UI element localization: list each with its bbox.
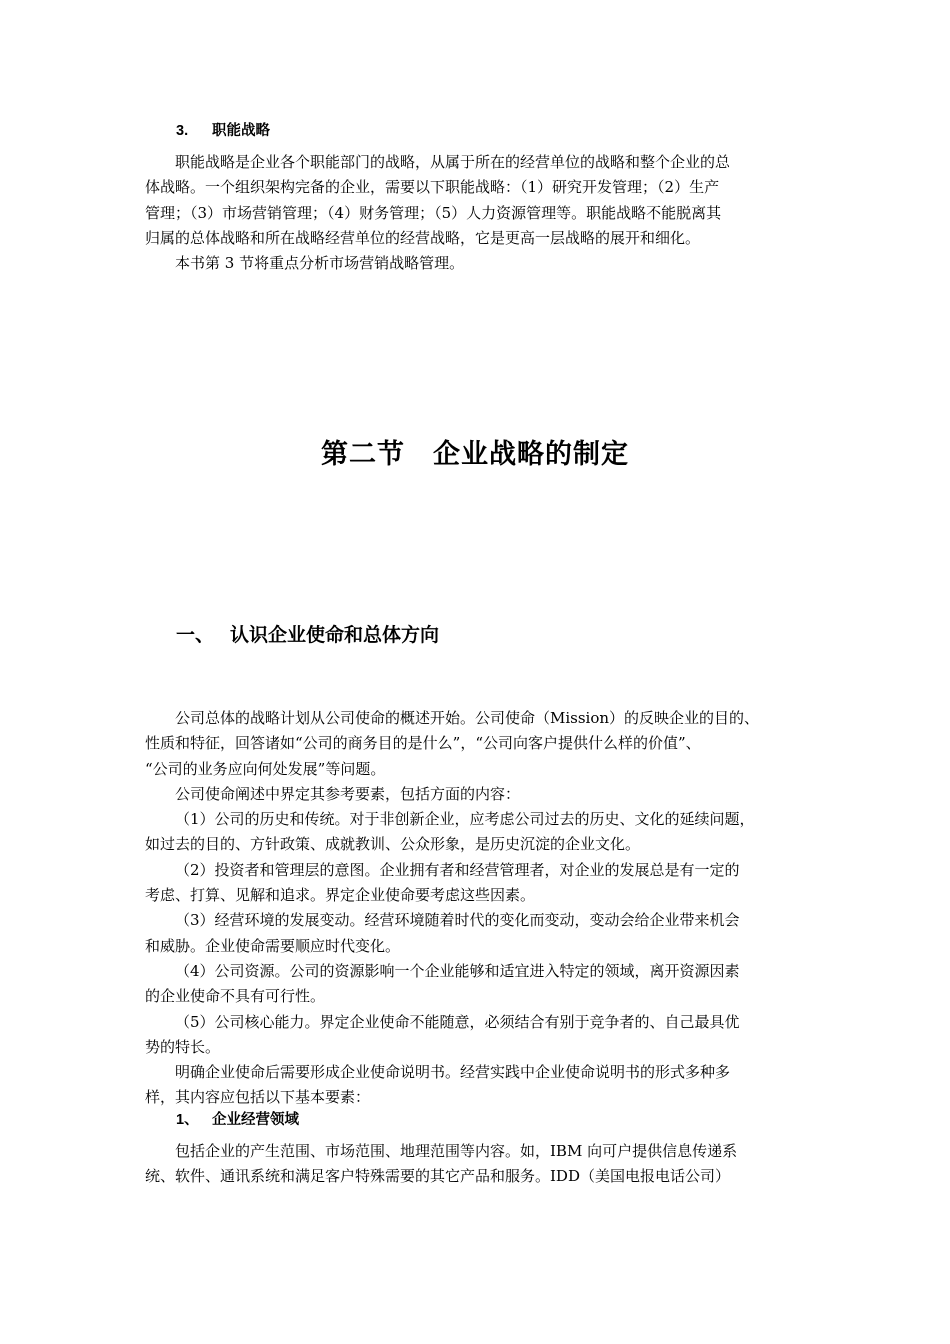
text-line: 明确企业使命后需要形成企业使命说明书。经营实践中企业使命说明书的形式多种多 <box>175 1063 731 1082</box>
heading-number: 一、 <box>176 624 215 646</box>
heading-business-domain <box>176 1108 299 1129</box>
paragraph-functional-strategy <box>145 150 813 276</box>
heading-title: 企业经营领域 <box>212 1112 299 1128</box>
text-line: 性质和特征，回答诸如“公司的商务目的是什么”，“公司向客户提供什么样的价值”、 <box>145 734 701 753</box>
text-line: 和威胁。企业使命需要顺应时代变化。 <box>145 936 401 955</box>
text-line: （5）公司核心能力。界定企业使命不能随意，必须结合有别于竞争者的、自己最具优 <box>175 1012 740 1031</box>
heading-title: 认识企业使命和总体方向 <box>230 624 440 646</box>
text-line: 如过去的目的、方针政策、成就教训、公众形象，是历史沉淀的企业文化。 <box>145 835 641 854</box>
paragraph-mission-body <box>145 706 813 1111</box>
heading-number: 3. <box>176 123 189 139</box>
paragraph-business-domain <box>145 1139 813 1190</box>
section-title: 第二节 企业战略的制定 <box>321 439 629 470</box>
text-line: （3）经营环境的发展变动。经营环境随着时代的变化而变动，变动会给企业带来机会 <box>175 911 740 930</box>
heading-mission <box>176 620 439 647</box>
text-line: 本书第 3 节将重点分析市场营销战略管理。 <box>175 254 465 273</box>
text-line: 体战略。一个组织架构完备的企业，需要以下职能战略：（1）研究开发管理；（2）生产 <box>145 178 720 197</box>
text-line: 管理；（3）市场营销管理；（4）财务管理；（5）人力资源管理等。职能战略不能脱离其 <box>145 203 722 222</box>
text-line: “公司的业务应向何处发展”等问题。 <box>145 759 386 778</box>
heading-number: 1、 <box>176 1112 199 1128</box>
text-line: 势的特长。 <box>145 1037 221 1056</box>
text-line: 样，其内容应包括以下基本要素： <box>145 1088 371 1107</box>
text-line: （2）投资者和管理层的意图。企业拥有者和经营管理者，对企业的发展总是有一定的 <box>175 860 740 879</box>
text-line: 公司总体的战略计划从公司使命的概述开始。公司使命（Mission）的反映企业的目的、 <box>175 709 760 727</box>
text-line: 公司使命阐述中界定其参考要素，包括方面的内容： <box>175 784 521 803</box>
text-line: 包括企业的产生范围、市场范围、地理范围等内容。如，IBM 向可户提供信息传递系 <box>175 1142 738 1160</box>
text-line: 的企业使命不具有可行性。 <box>145 987 326 1006</box>
heading-functional-strategy <box>176 119 270 140</box>
text-line: 归属的总体战略和所在战略经营单位的经营战略，它是更高一层战略的展开和细化。 <box>145 228 701 247</box>
text-line: 统、软件、通讯系统和满足客户特殊需要的其它产品和服务。IDD（美国电报电话公司） <box>145 1167 730 1186</box>
text-line: （4）公司资源。公司的资源影响一个企业能够和适宜进入特定的领域，离开资源因素 <box>175 961 740 980</box>
text-line: 考虑、打算、见解和追求。界定企业使命要考虑这些因素。 <box>145 886 536 905</box>
heading-title: 职能战略 <box>212 123 270 139</box>
text-line: （1）公司的历史和传统。对于非创新企业，应考虑公司过去的历史、文化的延续问题， <box>175 810 755 829</box>
text-line: 职能战略是企业各个职能部门的战略，从属于所在的经营单位的战略和整个企业的总 <box>175 153 731 171</box>
